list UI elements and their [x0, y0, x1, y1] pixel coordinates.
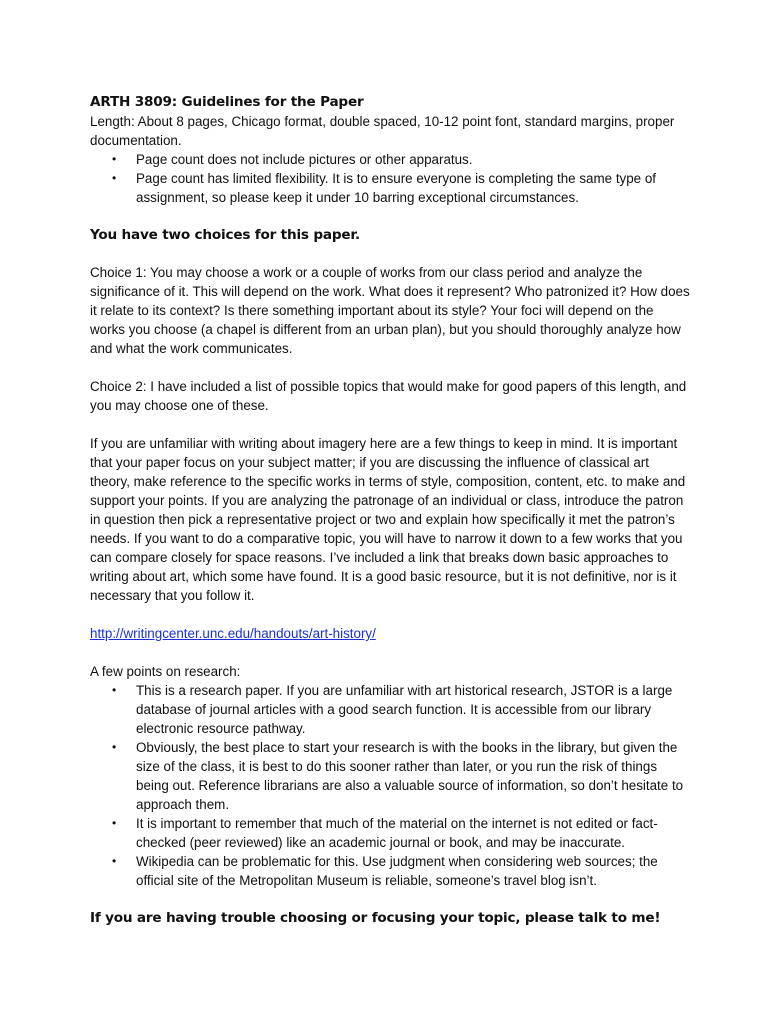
spacer: [90, 415, 690, 434]
list-item-text: This is a research paper. If you are unfamiliar with art historical research, JSTOR is a large database of journal articles with a good search function. It is accessible from our library electronic resource pathway.: [136, 683, 673, 736]
bullet-icon: •: [112, 740, 117, 754]
list-item: [112, 852, 690, 890]
list-item: [112, 738, 690, 814]
spacer: [90, 643, 690, 662]
bullet-icon: •: [112, 816, 117, 830]
closing-note: If you are having trouble choosing or focusing your topic, please talk to me!: [90, 910, 661, 926]
list-item: [112, 169, 690, 207]
bullet-icon: •: [112, 152, 117, 166]
spacer: [90, 245, 690, 263]
document-page: [90, 92, 690, 928]
document-title: ARTH 3809: Guidelines for the Paper: [90, 94, 364, 110]
spacer: [90, 890, 690, 908]
choice-2-paragraph: Choice 2: I have included a list of possible topics that would make for good papers of this length, and you may choose one of these.: [90, 379, 687, 413]
spacer: [90, 358, 690, 377]
list-item: [112, 814, 690, 852]
list-item: [112, 681, 690, 738]
writing-center-link[interactable]: http://writingcenter.unc.edu/handouts/art-history/: [90, 626, 376, 641]
bullet-icon: •: [112, 171, 117, 185]
choices-heading: You have two choices for this paper.: [90, 227, 360, 243]
length-requirements: Length: About 8 pages, Chicago format, double spaced, 10-12 point font, standard margins, proper documentation.: [90, 114, 675, 148]
length-bullet-list: [90, 150, 690, 207]
research-intro: A few points on research:: [90, 664, 241, 679]
bullet-icon: •: [112, 854, 117, 868]
list-item: [112, 150, 690, 169]
list-item-text: Page count does not include pictures or other apparatus.: [136, 152, 473, 167]
spacer: [90, 207, 690, 225]
list-item-text: Obviously, the best place to start your research is with the books in the library, but given the size of the class, it is best to do this sooner rather than later, or you run the risk of things being out. Reference librarians are also a valuable source of information, so don’t hesitate to approach them.: [136, 740, 684, 812]
choice-1-paragraph: Choice 1: You may choose a work or a couple of works from our class period and analyze the significance of it. This will depend on the work. What does it represent? Who patronized it? How does it relate to its context? Is there something important about its style? Your foci will depend on the works you choose (a chapel is different from an urban plan), but you should thoroughly analyze how and what the work communicates.: [90, 265, 690, 356]
list-item-text: Wikipedia can be problematic for this. Use judgment when considering web sources; the official site of the Metropolitan Museum is reliable, someone’s travel blog isn’t.: [136, 854, 658, 888]
imagery-paragraph: If you are unfamiliar with writing about imagery here are a few things to keep in mind. It is important that your paper focus on your subject matter; if you are discussing the influence of classical art theory, make reference to the specific works in terms of style, composition, content, etc. to make and support your points. If you are analyzing the patronage of an individual or class, introduce the patron in question then pick a representative project or two and explain how specifically it met the patron’s needs. If you want to do a comparative topic, you will have to narrow it down to a few works that you can compare closely for space reasons. I’ve included a link that breaks down basic approaches to writing about art, which some have found. It is a good basic resource, but it is not definitive, nor is it necessary that you follow it.: [90, 436, 686, 603]
research-bullet-list: [90, 681, 690, 890]
spacer: [90, 605, 690, 624]
list-item-text: Page count has limited flexibility. It is to ensure everyone is completing the same type of assignment, so please keep it under 10 barring exceptional circumstances.: [136, 171, 657, 205]
bullet-icon: •: [112, 683, 117, 697]
list-item-text: It is important to remember that much of the material on the internet is not edited or fact-checked (peer reviewed) like an academic journal or book, and may be inaccurate.: [136, 816, 658, 850]
